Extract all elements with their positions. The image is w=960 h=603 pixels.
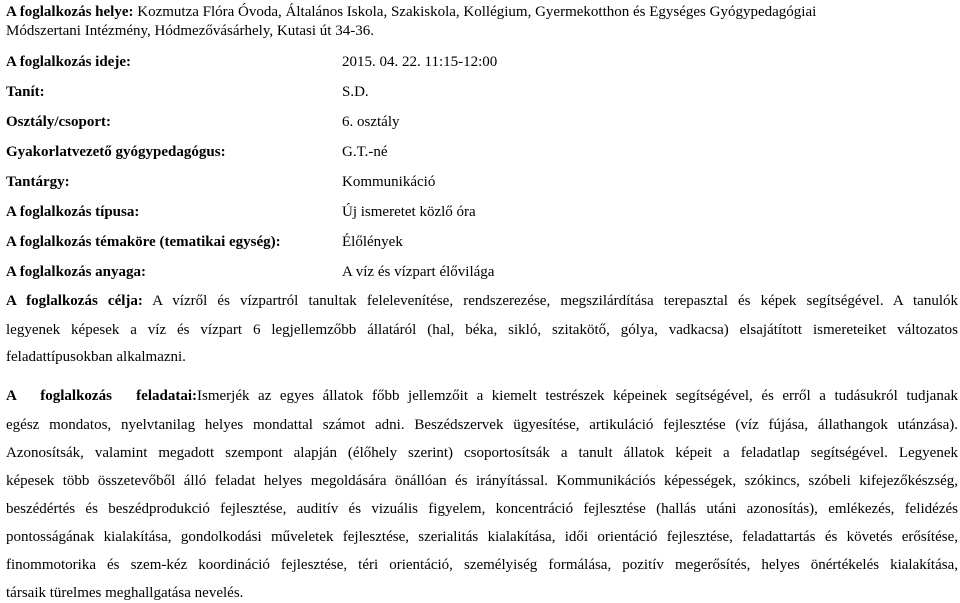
info-label: A foglalkozás típusa: [6,204,140,220]
info-value: G.T.-né [342,144,388,160]
tasks-line-4: képesek több összetevőből álló feladat helyes megoldására önállóan és irányítással. Kommunikációs képességek, szókincs, szóbeli kifejezőkészség, [6,473,958,489]
tasks-line-2: egész mondatos, nyelvtanilag helyes mondattal számot adni. Beszédszervek ügyesítése, artikuláció fejlesztése (víz fújása, állathangok utánzása). [6,417,958,433]
info-label: Tantárgy: [6,174,70,190]
tasks-line-1 [6,387,958,405]
info-value: 6. osztály [342,114,400,130]
location-text-1: Kozmutza Flóra Óvoda, Általános Iskola, Szakiskola, Kollégium, Gyermekotthon és Egységes Gyógypedagógiai [137,4,817,20]
location-line-2: Módszertani Intézmény, Hódmezővásárhely, Kutasi út 34-36. [6,23,374,39]
info-label: Gyakorlatvezető gyógypedagógus: [6,144,226,160]
goal-line-1 [6,292,958,310]
info-label: A foglalkozás anyaga: [6,264,147,280]
tasks-line-8: társaik türelmes meghallgatása nevelés. [6,585,244,601]
tasks-label: A foglalkozás feladatai: [6,388,197,404]
info-label: A foglalkozás témaköre (tematikai egység): [6,234,281,250]
goal-label: A foglalkozás célja: [6,293,143,309]
goal-text-1: A vízről és vízpartról tanultak felelevenítése, rendszerezése, megszilárdítása terepasztal és képek segítségével. A tanulók [152,293,958,309]
location-label: A foglalkozás helye: [6,4,134,20]
tasks-line-6: pontosságának kialakítása, gondolkodási műveletek fejlesztése, szerialitás kialakítása, idői orientáció fejlesztése, feladattartás és követés erősítése, [6,529,958,545]
info-label: Osztály/csoport: [6,114,111,130]
goal-line-3: feladattípusokban alkalmazni. [6,349,186,365]
info-value: A víz és vízpart élővilága [342,264,495,280]
info-value: Kommunikáció [342,174,436,190]
info-value: S.D. [342,84,369,100]
info-value: 2015. 04. 22. 11:15-12:00 [342,54,498,70]
info-value: Új ismeretet közlő óra [342,204,476,220]
info-value: Élőlények [342,234,403,250]
info-label: A foglalkozás ideje: [6,54,131,70]
tasks-line-3: Azonosítsák, valamint megadott szempont alapján (élőhely szerint) csoportosítsák a tanult állatok képeit a feladatlap segítségével. Legyenek [6,445,958,461]
info-label: Tanít: [6,84,45,100]
goal-line-2: legyenek képesek a víz és vízpart 6 legjellemzőbb állatáról (hal, béka, sikló, szitakötő, gólya, vadkacsa) elsajátított ismereteiket változatos [6,322,958,338]
tasks-line-5: beszédértés és beszédprodukció fejlesztése, auditív és vizuális figyelem, koncentráció fejlesztése (hallás utáni azonosítás), emlékezés, felidézés [6,501,958,517]
location-line-1 [6,3,816,21]
tasks-text-1: Ismerjék az egyes állatok főbb jellemzőit a kiemelt testrészek képeinek segítségével, és erről a tudásukról tudjanak [197,388,958,404]
tasks-line-7: finommotorika és szem-kéz koordináció fejlesztése, téri orientáció, személyiség formálása, pozitív megerősítés, helyes önértékelés kialakítása, [6,557,958,573]
